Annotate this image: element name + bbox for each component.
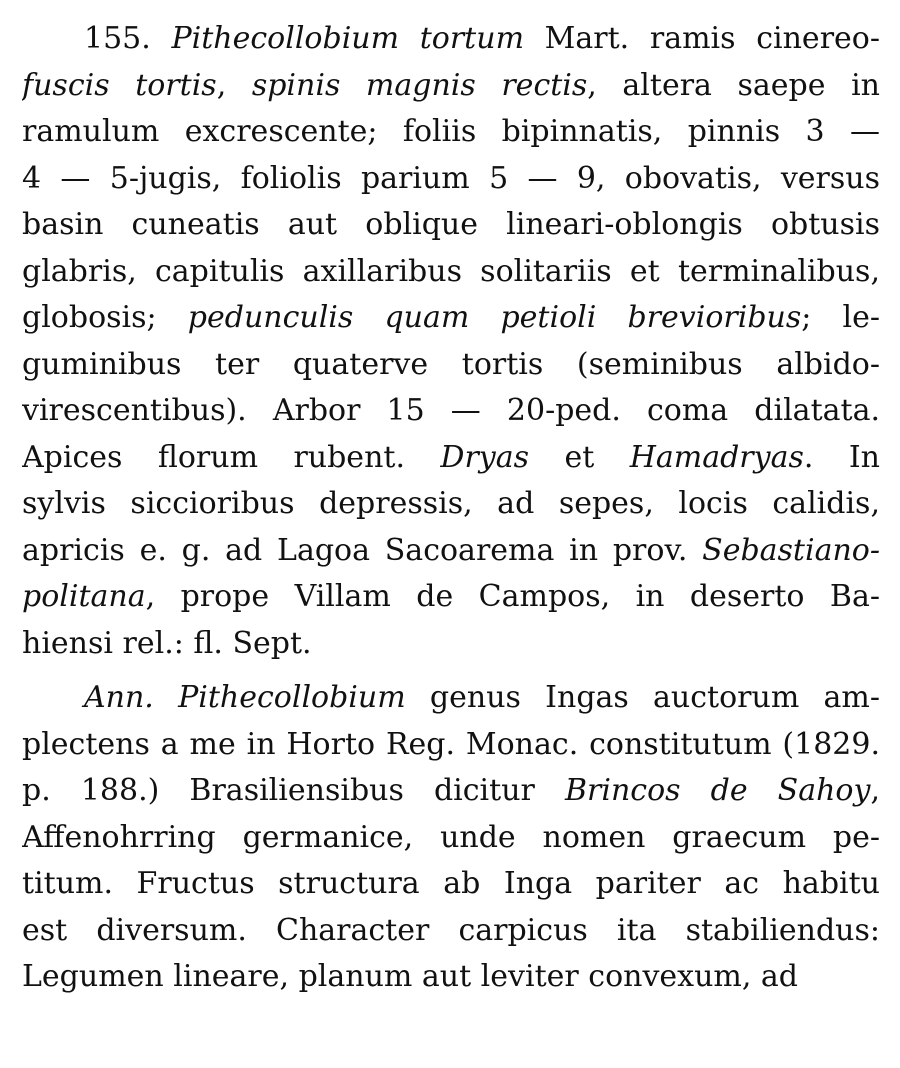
text-segment: globosis; — [22, 300, 188, 335]
species-description-paragraph — [22, 16, 880, 667]
text-line — [22, 16, 880, 63]
text-line — [22, 109, 880, 156]
text-segment: Apices florum rubent. — [22, 439, 441, 475]
italic-text-segment: spinis magnis rectis — [251, 67, 588, 103]
italic-text-segment: Hamadryas — [629, 439, 804, 475]
text-line — [22, 768, 880, 815]
text-segment: ; le- — [801, 300, 880, 335]
text-line — [22, 342, 880, 389]
italic-text-segment: pedunculis quam petioli brevioribus — [187, 300, 802, 335]
text-segment: sylvis siccioribus depressis, ad sepes, locis calidis, — [22, 486, 880, 521]
text-line — [22, 202, 880, 249]
text-segment: basin cuneatis aut oblique lineari-oblongis obtusis — [22, 207, 880, 242]
text-line — [22, 722, 880, 769]
text-line — [22, 908, 880, 955]
text-segment: titum. Fructus structura ab Inga pariter ac habitu — [22, 866, 880, 901]
italic-text-segment: fuscis tortis — [22, 67, 217, 103]
text-segment: plectens a me in Horto Reg. Monac. constitutum (1829. — [22, 726, 880, 762]
text-segment: genus Ingas auctorum am- — [405, 680, 880, 715]
italic-text-segment: Pithecollobium tortum — [171, 21, 525, 56]
text-line — [22, 156, 880, 203]
text-line — [22, 675, 880, 722]
text-segment: est diversum. Character carpicus ita stabiliendus: — [22, 912, 880, 948]
text-segment: virescentibus). Arbor 15 — 20-ped. coma dilatata. — [22, 393, 880, 428]
text-line — [22, 481, 880, 528]
text-line — [22, 861, 880, 908]
italic-text-segment: Brincos de Sahoy — [564, 773, 871, 808]
italic-text-segment: politana — [22, 579, 146, 614]
text-line — [22, 295, 880, 342]
italic-text-segment: Sebastiano- — [702, 532, 880, 568]
text-segment: , altera saepe in — [587, 67, 880, 103]
text-segment: guminibus ter quaterve tortis (seminibus albido- — [22, 346, 880, 382]
text-segment: apricis e. g. ad Lagoa Sacoarema in prov. — [22, 532, 703, 568]
text-segment: et — [529, 439, 630, 475]
italic-text-segment: Ann. Pithecollobium — [84, 680, 406, 715]
text-segment: hiensi rel.: fl. Sept. — [22, 625, 312, 661]
text-line — [22, 435, 880, 482]
text-line — [22, 954, 880, 1001]
text-line — [22, 63, 880, 110]
text-segment: , — [216, 67, 252, 103]
paragraph-gap — [22, 667, 880, 675]
text-line — [22, 815, 880, 862]
text-segment: . In — [803, 439, 880, 475]
text-segment: 4 — 5-jugis, foliolis parium 5 — 9, obovatis, versus — [22, 160, 880, 196]
text-segment: ramulum excrescente; foliis bipinnatis, pinnis 3 — — [22, 114, 880, 149]
text-segment: , — [870, 773, 880, 808]
text-line — [22, 388, 880, 435]
text-segment: 155. — [84, 21, 172, 56]
text-segment: p. 188.) Brasiliensibus dicitur — [22, 773, 565, 808]
text-line — [22, 574, 880, 621]
annotation-paragraph — [22, 675, 880, 1001]
text-segment: glabris, capitulis axillaribus solitariis et terminalibus, — [22, 253, 880, 289]
text-line — [22, 528, 880, 575]
italic-text-segment: Dryas — [440, 439, 530, 475]
text-segment: Mart. ramis cinereo- — [524, 21, 880, 56]
text-line — [22, 249, 880, 296]
text-segment: , prope Villam de Campos, in deserto Ba- — [145, 579, 880, 614]
text-line — [22, 621, 880, 668]
text-segment: Legumen lineare, planum aut leviter convexum, ad — [22, 959, 799, 994]
text-segment: Affenohrring germanice, unde nomen graecum pe- — [22, 819, 880, 855]
